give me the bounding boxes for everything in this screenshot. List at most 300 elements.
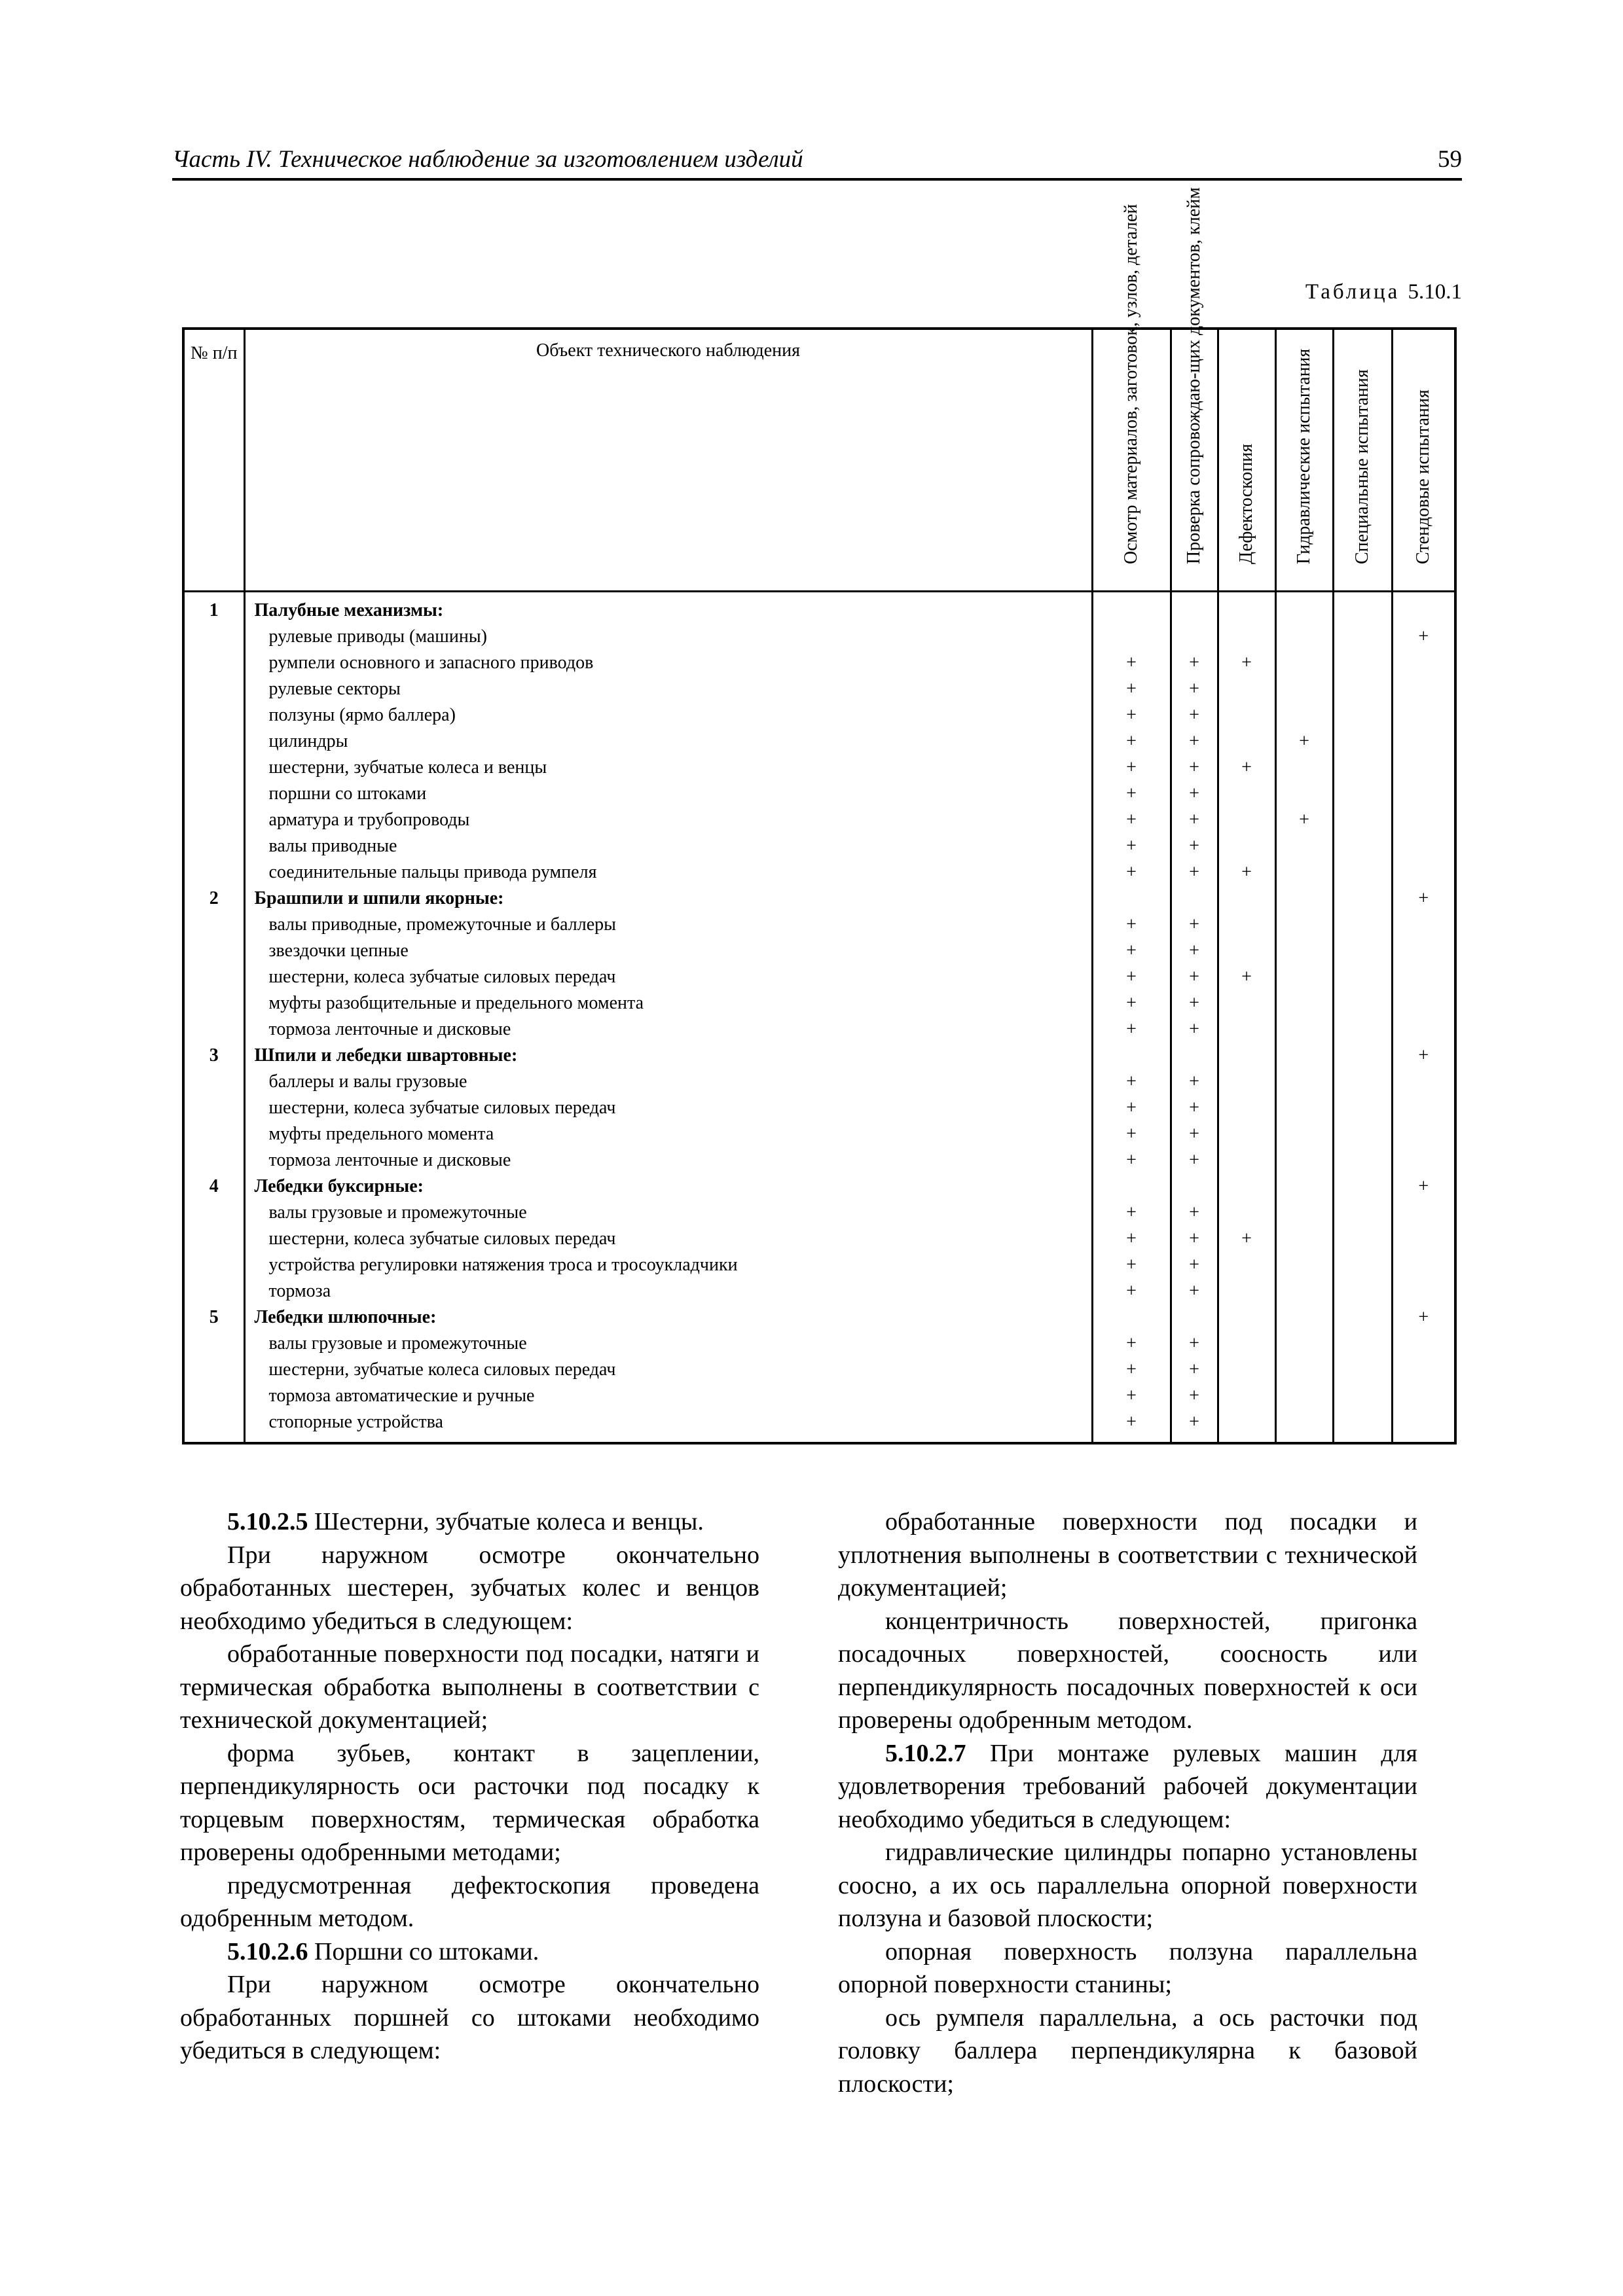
- mark-bench-tests: +: [1392, 1043, 1455, 1069]
- mark-inspection: +: [1092, 1200, 1171, 1226]
- header-inspection-text: Осмотр материалов, заготовок, узлов, деталей: [1121, 204, 1141, 564]
- mark-documents: +: [1171, 781, 1218, 807]
- row-number: [183, 964, 244, 990]
- row-number: [183, 1095, 244, 1121]
- mark-bench-tests: [1392, 1409, 1455, 1443]
- item-name: баллеры и валы грузовые: [244, 1069, 1092, 1095]
- paragraph-text: опорная поверхность ползуна параллельна опорной поверхности станины;: [838, 1937, 1417, 1998]
- section-number: 5.10.2.7: [885, 1739, 966, 1767]
- row-number: 1: [183, 592, 244, 624]
- mark-bench-tests: [1392, 1331, 1455, 1357]
- mark-special-tests: [1333, 1304, 1392, 1331]
- mark-bench-tests: +: [1392, 886, 1455, 912]
- mark-special-tests: [1333, 1278, 1392, 1304]
- mark-bench-tests: [1392, 833, 1455, 859]
- paragraph-text: концентричность поверхностей, пригонка посадочных поверхностей, соосность или перпендикулярность посадочных поверхностей к оси проверены одобренным методом.: [838, 1607, 1417, 1734]
- row-number: [183, 650, 244, 676]
- paragraph: [180, 1505, 759, 1539]
- mark-bench-tests: +: [1392, 1174, 1455, 1200]
- mark-bench-tests: [1392, 702, 1455, 728]
- table-row: [183, 912, 1455, 938]
- mark-documents: +: [1171, 807, 1218, 833]
- mark-hydraulic-tests: [1275, 1147, 1333, 1174]
- mark-hydraulic-tests: [1275, 964, 1333, 990]
- mark-hydraulic-tests: [1275, 1226, 1333, 1252]
- row-number: [183, 938, 244, 964]
- mark-bench-tests: [1392, 650, 1455, 676]
- table-row: [183, 755, 1455, 781]
- mark-bench-tests: [1392, 1200, 1455, 1226]
- mark-flaw-detection: +: [1218, 859, 1275, 886]
- row-number: [183, 1357, 244, 1383]
- mark-flaw-detection: [1218, 1200, 1275, 1226]
- mark-inspection: [1092, 886, 1171, 912]
- section-number: 5.10.2.5: [227, 1508, 308, 1535]
- mark-documents: [1171, 1304, 1218, 1331]
- mark-bench-tests: [1392, 990, 1455, 1016]
- mark-documents: +: [1171, 1278, 1218, 1304]
- mark-hydraulic-tests: [1275, 1331, 1333, 1357]
- group-title: Брашпили и шпили якорные:: [244, 886, 1092, 912]
- mark-flaw-detection: [1218, 781, 1275, 807]
- mark-special-tests: [1333, 624, 1392, 650]
- mark-documents: +: [1171, 990, 1218, 1016]
- mark-bench-tests: [1392, 1095, 1455, 1121]
- mark-hydraulic-tests: [1275, 1016, 1333, 1043]
- table-row: [183, 1174, 1455, 1200]
- mark-hydraulic-tests: [1275, 1069, 1333, 1095]
- item-name: поршни со штоками: [244, 781, 1092, 807]
- mark-documents: +: [1171, 1226, 1218, 1252]
- paragraph: [180, 1935, 759, 1969]
- item-name: муфты разобщительные и предельного момента: [244, 990, 1092, 1016]
- page-header: [172, 145, 1462, 181]
- mark-bench-tests: +: [1392, 1304, 1455, 1331]
- header-flaw-detection: [1218, 329, 1275, 592]
- table-row: [183, 1043, 1455, 1069]
- paragraph: [180, 1539, 759, 1638]
- row-number: [183, 1226, 244, 1252]
- row-number: 4: [183, 1174, 244, 1200]
- mark-special-tests: [1333, 1409, 1392, 1443]
- item-name: валы грузовые и промежуточные: [244, 1200, 1092, 1226]
- mark-special-tests: [1333, 650, 1392, 676]
- mark-inspection: [1092, 592, 1171, 624]
- mark-hydraulic-tests: [1275, 1357, 1333, 1383]
- row-number: [183, 1331, 244, 1357]
- mark-flaw-detection: [1218, 702, 1275, 728]
- table-row: [183, 702, 1455, 728]
- mark-inspection: +: [1092, 1331, 1171, 1357]
- table-caption-word: Таблица: [1305, 280, 1400, 304]
- mark-hydraulic-tests: [1275, 624, 1333, 650]
- row-number: 3: [183, 1043, 244, 1069]
- mark-hydraulic-tests: [1275, 1200, 1333, 1226]
- mark-documents: +: [1171, 1016, 1218, 1043]
- paragraph: [180, 1869, 759, 1935]
- header-hydraulic-tests: [1275, 329, 1333, 592]
- mark-special-tests: [1333, 1383, 1392, 1409]
- group-title: Лебедки буксирные:: [244, 1174, 1092, 1200]
- mark-bench-tests: [1392, 1252, 1455, 1278]
- mark-inspection: +: [1092, 912, 1171, 938]
- header-bench-tests-text: Стендовые испытания: [1413, 389, 1434, 564]
- paragraph-text: предусмотренная дефектоскопия проведена одобренным методом.: [180, 1871, 759, 1932]
- item-name: звездочки цепные: [244, 938, 1092, 964]
- mark-inspection: [1092, 1304, 1171, 1331]
- mark-flaw-detection: [1218, 728, 1275, 755]
- mark-special-tests: [1333, 964, 1392, 990]
- item-name: муфты предельного момента: [244, 1121, 1092, 1147]
- table-row: [183, 990, 1455, 1016]
- table-row: [183, 1121, 1455, 1147]
- group-title: Палубные механизмы:: [244, 592, 1092, 624]
- mark-special-tests: [1333, 1147, 1392, 1174]
- mark-special-tests: [1333, 1016, 1392, 1043]
- running-title: Часть IV. Техническое наблюдение за изготовлением изделий: [172, 146, 803, 173]
- mark-bench-tests: [1392, 1226, 1455, 1252]
- mark-flaw-detection: +: [1218, 755, 1275, 781]
- mark-special-tests: [1333, 938, 1392, 964]
- paragraph-text: форма зубьев, контакт в зацеплении, перпендикулярность оси расточки под посадку к торцевым поверхностям, термическая обработка проверены одобренными методами;: [180, 1739, 759, 1866]
- row-number: [183, 859, 244, 886]
- item-name: валы приводные, промежуточные и баллеры: [244, 912, 1092, 938]
- mark-documents: +: [1171, 1200, 1218, 1226]
- mark-special-tests: [1333, 859, 1392, 886]
- text-column-right: [838, 1505, 1417, 2100]
- table-row: [183, 728, 1455, 755]
- mark-inspection: [1092, 624, 1171, 650]
- table-row: [183, 676, 1455, 702]
- paragraph-text: Поршни со штоками.: [308, 1937, 539, 1965]
- mark-documents: +: [1171, 650, 1218, 676]
- mark-documents: [1171, 1174, 1218, 1200]
- item-name: арматура и трубопроводы: [244, 807, 1092, 833]
- item-name: тормоза ленточные и дисковые: [244, 1016, 1092, 1043]
- header-bench-tests: [1392, 329, 1455, 592]
- mark-inspection: +: [1092, 650, 1171, 676]
- mark-flaw-detection: [1218, 1121, 1275, 1147]
- header-documents: [1171, 187, 1218, 592]
- table-row: [183, 1200, 1455, 1226]
- mark-hydraulic-tests: [1275, 886, 1333, 912]
- table-row: [183, 650, 1455, 676]
- mark-flaw-detection: [1218, 1304, 1275, 1331]
- table-row: [183, 807, 1455, 833]
- mark-documents: +: [1171, 1383, 1218, 1409]
- mark-inspection: [1092, 1043, 1171, 1069]
- mark-flaw-detection: [1218, 912, 1275, 938]
- table-row: [183, 938, 1455, 964]
- mark-hydraulic-tests: [1275, 1278, 1333, 1304]
- mark-inspection: +: [1092, 1226, 1171, 1252]
- mark-hydraulic-tests: [1275, 833, 1333, 859]
- group-title: Шпили и лебедки швартовные:: [244, 1043, 1092, 1069]
- mark-flaw-detection: [1218, 1409, 1275, 1443]
- mark-hydraulic-tests: [1275, 1252, 1333, 1278]
- section-number: 5.10.2.6: [227, 1937, 308, 1965]
- item-name: рулевые секторы: [244, 676, 1092, 702]
- mark-bench-tests: [1392, 1383, 1455, 1409]
- table-row: [183, 624, 1455, 650]
- mark-bench-tests: [1392, 1278, 1455, 1304]
- mark-inspection: +: [1092, 938, 1171, 964]
- mark-hydraulic-tests: [1275, 650, 1333, 676]
- paragraph: [180, 1737, 759, 1869]
- mark-hydraulic-tests: [1275, 938, 1333, 964]
- mark-special-tests: [1333, 807, 1392, 833]
- mark-flaw-detection: [1218, 1147, 1275, 1174]
- mark-documents: +: [1171, 859, 1218, 886]
- row-number: [183, 833, 244, 859]
- mark-inspection: +: [1092, 859, 1171, 886]
- row-number: [183, 755, 244, 781]
- mark-bench-tests: [1392, 1121, 1455, 1147]
- mark-flaw-detection: [1218, 807, 1275, 833]
- row-number: [183, 1383, 244, 1409]
- row-number: [183, 807, 244, 833]
- mark-inspection: +: [1092, 1357, 1171, 1383]
- paragraph-text: При наружном осмотре окончательно обработанных поршней со штоками необходимо убедиться в следующем:: [180, 1971, 759, 2064]
- mark-flaw-detection: [1218, 1278, 1275, 1304]
- mark-inspection: +: [1092, 807, 1171, 833]
- mark-hydraulic-tests: [1275, 1409, 1333, 1443]
- mark-special-tests: [1333, 1357, 1392, 1383]
- mark-bench-tests: [1392, 1016, 1455, 1043]
- mark-documents: +: [1171, 755, 1218, 781]
- mark-documents: +: [1171, 1409, 1218, 1443]
- row-number: [183, 1278, 244, 1304]
- paragraph: [838, 2001, 1417, 2101]
- mark-inspection: +: [1092, 781, 1171, 807]
- mark-inspection: +: [1092, 1147, 1171, 1174]
- mark-flaw-detection: [1218, 1043, 1275, 1069]
- mark-inspection: +: [1092, 1095, 1171, 1121]
- mark-flaw-detection: [1218, 1069, 1275, 1095]
- mark-documents: +: [1171, 702, 1218, 728]
- item-name: соединительные пальцы привода румпеля: [244, 859, 1092, 886]
- mark-documents: +: [1171, 1252, 1218, 1278]
- mark-flaw-detection: +: [1218, 1226, 1275, 1252]
- mark-inspection: +: [1092, 755, 1171, 781]
- mark-bench-tests: [1392, 912, 1455, 938]
- mark-flaw-detection: [1218, 676, 1275, 702]
- paragraph: [838, 1935, 1417, 2001]
- table-row: [183, 592, 1455, 624]
- mark-documents: +: [1171, 1069, 1218, 1095]
- mark-flaw-detection: [1218, 833, 1275, 859]
- mark-bench-tests: [1392, 728, 1455, 755]
- mark-flaw-detection: [1218, 1252, 1275, 1278]
- mark-hydraulic-tests: [1275, 1174, 1333, 1200]
- item-name: шестерни, зубчатые колеса и венцы: [244, 755, 1092, 781]
- paragraph: [180, 1638, 759, 1737]
- mark-flaw-detection: [1218, 624, 1275, 650]
- mark-flaw-detection: [1218, 990, 1275, 1016]
- mark-hydraulic-tests: [1275, 1121, 1333, 1147]
- mark-flaw-detection: [1218, 1331, 1275, 1357]
- header-inspection: [1092, 204, 1171, 592]
- header-documents-text: Проверка сопровождаю-щих документов, клейм: [1184, 187, 1204, 564]
- mark-inspection: +: [1092, 676, 1171, 702]
- header-hydraulic-tests-text: Гидравлические испытания: [1294, 348, 1314, 564]
- mark-special-tests: [1333, 1121, 1392, 1147]
- mark-inspection: +: [1092, 728, 1171, 755]
- table-row: [183, 1383, 1455, 1409]
- row-number: [183, 1069, 244, 1095]
- mark-flaw-detection: +: [1218, 964, 1275, 990]
- table-row: [183, 859, 1455, 886]
- mark-hydraulic-tests: +: [1275, 728, 1333, 755]
- row-number: [183, 1200, 244, 1226]
- item-name: устройства регулировки натяжения троса и тросоукладчики: [244, 1252, 1092, 1278]
- table-row: [183, 1069, 1455, 1095]
- mark-bench-tests: [1392, 1069, 1455, 1095]
- mark-documents: [1171, 1043, 1218, 1069]
- mark-bench-tests: [1392, 1357, 1455, 1383]
- header-number: № п/п: [183, 329, 244, 592]
- mark-flaw-detection: [1218, 886, 1275, 912]
- row-number: [183, 1147, 244, 1174]
- mark-inspection: +: [1092, 1121, 1171, 1147]
- row-number: [183, 702, 244, 728]
- item-name: валы грузовые и промежуточные: [244, 1331, 1092, 1357]
- table-header-row: [183, 329, 1455, 592]
- row-number: [183, 912, 244, 938]
- mark-special-tests: [1333, 592, 1392, 624]
- mark-inspection: [1092, 1174, 1171, 1200]
- mark-inspection: +: [1092, 1252, 1171, 1278]
- mark-inspection: +: [1092, 1383, 1171, 1409]
- table-caption-number: 5.10.1: [1408, 280, 1462, 304]
- mark-bench-tests: [1392, 964, 1455, 990]
- item-name: шестерни, колеса зубчатые силовых передач: [244, 1226, 1092, 1252]
- mark-documents: +: [1171, 912, 1218, 938]
- mark-special-tests: [1333, 912, 1392, 938]
- mark-special-tests: [1333, 1331, 1392, 1357]
- mark-hydraulic-tests: [1275, 912, 1333, 938]
- paragraph-text: При монтаже рулевых машин для удовлетворения требований рабочей документации необходимо убедиться в следующем:: [838, 1739, 1417, 1833]
- table-row: [183, 1331, 1455, 1357]
- row-number: [183, 1016, 244, 1043]
- mark-special-tests: [1333, 1252, 1392, 1278]
- mark-special-tests: [1333, 1095, 1392, 1121]
- item-name: тормоза автоматические и ручные: [244, 1383, 1092, 1409]
- row-number: [183, 676, 244, 702]
- row-number: [183, 728, 244, 755]
- mark-inspection: +: [1092, 702, 1171, 728]
- item-name: румпели основного и запасного приводов: [244, 650, 1092, 676]
- item-name: ползуны (ярмо баллера): [244, 702, 1092, 728]
- item-name: стопорные устройства: [244, 1409, 1092, 1443]
- table-caption: [1305, 280, 1462, 304]
- mark-inspection: +: [1092, 1016, 1171, 1043]
- mark-hydraulic-tests: [1275, 781, 1333, 807]
- mark-flaw-detection: [1218, 1016, 1275, 1043]
- mark-documents: +: [1171, 1331, 1218, 1357]
- page-number: 59: [1438, 146, 1462, 173]
- paragraph-text: Шестерни, зубчатые колеса и венцы.: [308, 1508, 704, 1535]
- mark-bench-tests: [1392, 592, 1455, 624]
- mark-hydraulic-tests: [1275, 702, 1333, 728]
- mark-documents: +: [1171, 1095, 1218, 1121]
- row-number: [183, 1252, 244, 1278]
- table-row: [183, 833, 1455, 859]
- mark-flaw-detection: +: [1218, 650, 1275, 676]
- mark-documents: +: [1171, 964, 1218, 990]
- mark-inspection: +: [1092, 964, 1171, 990]
- mark-documents: +: [1171, 728, 1218, 755]
- mark-inspection: +: [1092, 1409, 1171, 1443]
- paragraph: [838, 1505, 1417, 1605]
- mark-hydraulic-tests: [1275, 1304, 1333, 1331]
- item-name: тормоза: [244, 1278, 1092, 1304]
- table-row: [183, 1357, 1455, 1383]
- item-name: цилиндры: [244, 728, 1092, 755]
- header-object: Объект технического наблюдения: [244, 329, 1092, 592]
- item-name: шестерни, зубчатые колеса силовых передач: [244, 1357, 1092, 1383]
- paragraph-text: обработанные поверхности под посадки, натяги и термическая обработка выполнены в соответствии с технической документацией;: [180, 1640, 759, 1734]
- mark-bench-tests: [1392, 859, 1455, 886]
- mark-special-tests: [1333, 1069, 1392, 1095]
- mark-documents: [1171, 886, 1218, 912]
- paragraph: [838, 1737, 1417, 1837]
- mark-hydraulic-tests: [1275, 1095, 1333, 1121]
- table-row: [183, 1226, 1455, 1252]
- item-name: валы приводные: [244, 833, 1092, 859]
- table-body: [183, 592, 1455, 1444]
- mark-hydraulic-tests: [1275, 990, 1333, 1016]
- header-flaw-detection-text: Дефектоскопия: [1236, 443, 1256, 564]
- mark-inspection: +: [1092, 833, 1171, 859]
- mark-flaw-detection: [1218, 1383, 1275, 1409]
- mark-hydraulic-tests: [1275, 676, 1333, 702]
- paragraph-text: гидравлические цилиндры попарно установлены соосно, а их ось параллельна опорной поверхности ползуна и базовой плоскости;: [838, 1839, 1417, 1932]
- mark-bench-tests: [1392, 1147, 1455, 1174]
- table-row: [183, 1252, 1455, 1278]
- item-name: шестерни, колеса зубчатые силовых передач: [244, 1095, 1092, 1121]
- header-special-tests-text: Специальные испытания: [1352, 369, 1372, 564]
- mark-bench-tests: [1392, 781, 1455, 807]
- paragraph-text: При наружном осмотре окончательно обработанных шестерен, зубчатых колес и венцов необходимо убедиться в следующем:: [180, 1541, 759, 1635]
- mark-inspection: +: [1092, 990, 1171, 1016]
- mark-special-tests: [1333, 1043, 1392, 1069]
- table-row: [183, 1278, 1455, 1304]
- mark-special-tests: [1333, 886, 1392, 912]
- table-row: [183, 1016, 1455, 1043]
- text-column-left: [180, 1505, 759, 2068]
- mark-documents: [1171, 624, 1218, 650]
- paragraph: [838, 1836, 1417, 1935]
- table-row: [183, 781, 1455, 807]
- mark-bench-tests: [1392, 755, 1455, 781]
- mark-special-tests: [1333, 1200, 1392, 1226]
- mark-special-tests: [1333, 1226, 1392, 1252]
- mark-special-tests: [1333, 1174, 1392, 1200]
- mark-flaw-detection: [1218, 1095, 1275, 1121]
- table-row: [183, 1147, 1455, 1174]
- mark-documents: [1171, 592, 1218, 624]
- item-name: тормоза ленточные и дисковые: [244, 1147, 1092, 1174]
- row-number: [183, 1409, 244, 1443]
- mark-special-tests: [1333, 676, 1392, 702]
- mark-special-tests: [1333, 833, 1392, 859]
- mark-bench-tests: +: [1392, 624, 1455, 650]
- paragraph-text: обработанные поверхности под посадки и уплотнения выполнены в соответствии с технической документацией;: [838, 1508, 1417, 1602]
- mark-documents: +: [1171, 1147, 1218, 1174]
- item-name: шестерни, колеса зубчатые силовых передач: [244, 964, 1092, 990]
- mark-bench-tests: [1392, 676, 1455, 702]
